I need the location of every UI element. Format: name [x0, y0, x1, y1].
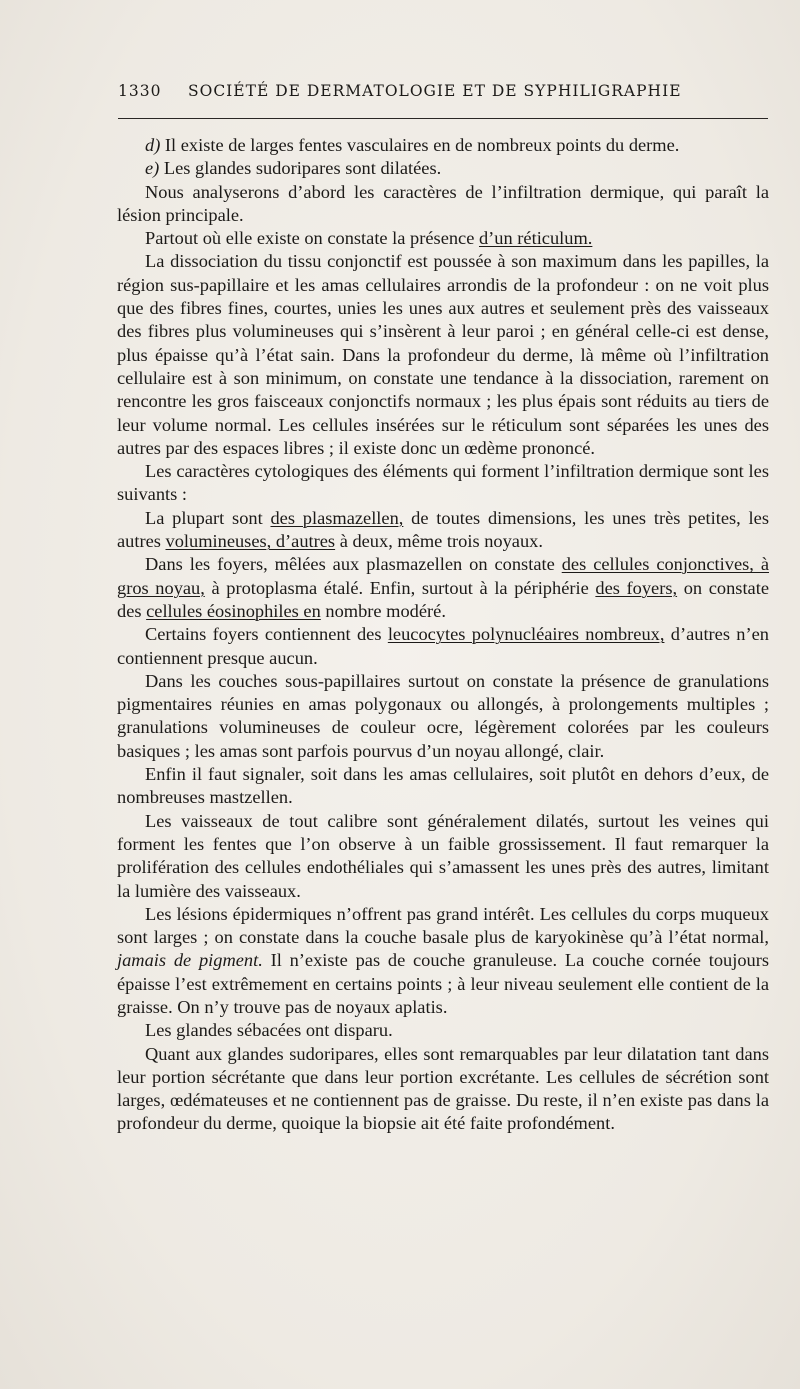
paragraph-d: d) Il existe de larges fentes vasculaires en de nombreux points du derme. — [145, 135, 680, 155]
underlined-phrase: leucocytes polynucléaires nombreux, — [387, 624, 665, 645]
paragraph: Nous analyserons d’abord les caractères de l’infiltration dermique, qui paraît la lésion principale. — [117, 181, 769, 225]
underlined-phrase: cellules éosinophiles en — [146, 600, 321, 621]
underlined-phrase: des cellules conjonctives, à gros noyau, — [117, 554, 769, 598]
underlined-phrase: des plasmazellen, — [270, 507, 404, 528]
page-header — [118, 82, 768, 100]
paragraph: Certains foyers contiennent des leucocytes polynucléaires nombreux, d’autres n’en contiennent presque aucun. — [117, 624, 769, 668]
underlined-phrase: des foyers, — [595, 577, 678, 598]
paragraph: La dissociation du tissu conjonctif est poussée à son maximum dans les papilles, la région sus-papillaire et les amas cellulaires arrondis de la profondeur : on ne voit plus que des fibres fines, courtes, unies les unes aux autres et seulement près des vaisseaux des fibres plus volumineuses qui s’insèrent à leur paroi ; en général celle-ci est dense, plus épaisse qu’à l’état sain. Dans la profondeur du derme, là même où l’infiltration cellulaire est à son minimum, on constate une tendance à la dissociation, rarement on rencontre les gros faisceaux conjonctifs normaux ; les plus épais sont réduits au tiers de leur volume normal. Les cellules insérées sur le réticulum sont séparées les unes des autres par des espaces libres ; il existe donc un œdème prononcé. — [117, 251, 769, 458]
underlined-phrase: volumineuses, d’autres — [165, 531, 336, 552]
paragraph: Les glandes sébacées ont disparu. — [145, 1020, 393, 1041]
italic-phrase: jamais de pigment. — [117, 950, 263, 971]
item-label: e) — [145, 158, 160, 179]
paragraph: Dans les couches sous-papillaires surtout on constate la présence de granulations pigmentaires réunies en amas polygonaux ou allongés, à prolongements multiples ; granulations volumineuses de couleur ocre, légèrement colorées par les couleurs basiques ; les amas sont parfois pourvus d’un noyau allongé, clair. — [117, 670, 769, 761]
paragraph-e: e) Les glandes sudoripares sont dilatées. — [145, 158, 442, 179]
paragraph: Partout où elle existe on constate la présence d’un réticulum. — [145, 228, 593, 249]
paragraph: Dans les foyers, mêlées aux plasmazellen on constate des cellules conjonctives, à gros noyau, à protoplasma étalé. Enfin, surtout à la périphérie des foyers, on constate des cellules éosinophiles en nombre modéré. — [117, 554, 769, 621]
paragraph: Les lésions épidermiques n’offrent pas grand intérêt. Les cellules du corps muqueux sont larges ; on constate dans la couche basale plus de karyokinèse qu’à l’état normal, jamais de pigment. Il n’existe pas de couche granuleuse. La couche cornée toujours épaisse l’est extrêmement en certains points ; à leur niveau seulement elle contient de la graisse. On n’y trouve pas de noyaux aplatis. — [117, 903, 769, 1017]
running-title: SOCIÉTÉ DE DERMATOLOGIE ET DE SYPHILIGRAPHIE — [188, 82, 682, 100]
paragraph: Les caractères cytologiques des éléments qui forment l’infiltration dermique sont les suivants : — [117, 461, 769, 505]
paragraph: Les vaisseaux de tout calibre sont généralement dilatés, surtout les veines qui forment les fentes que l’on observe à un faible grossissement. Il faut remarquer la prolifération des cellules endothéliales qui s’amassent les unes près des autres, limitant la lumière des vaisseaux. — [117, 810, 769, 901]
paragraph: Quant aux glandes sudoripares, elles sont remarquables par leur dilatation tant dans leur portion sécrétante que dans leur portion excrétante. Les cellules de sécrétion sont larges, œdémateuses et ne contiennent pas de graisse. Du reste, il n’en existe pas dans la profondeur du derme, quoique la biopsie ait été faite profondément. — [117, 1043, 769, 1134]
body-text — [117, 134, 769, 1136]
header-rule — [118, 118, 768, 119]
page-number: 1330 — [118, 82, 162, 100]
paragraph: La plupart sont des plasmazellen, de toutes dimensions, les unes très petites, les autres volumineuses, d’autres à deux, même trois noyaux. — [117, 507, 769, 552]
underlined-phrase: d’un réticulum. — [478, 228, 593, 249]
item-label: d) — [145, 135, 161, 155]
paragraph: Enfin il faut signaler, soit dans les amas cellulaires, soit plutôt en dehors d’eux, de nombreuses mastzellen. — [117, 764, 769, 808]
